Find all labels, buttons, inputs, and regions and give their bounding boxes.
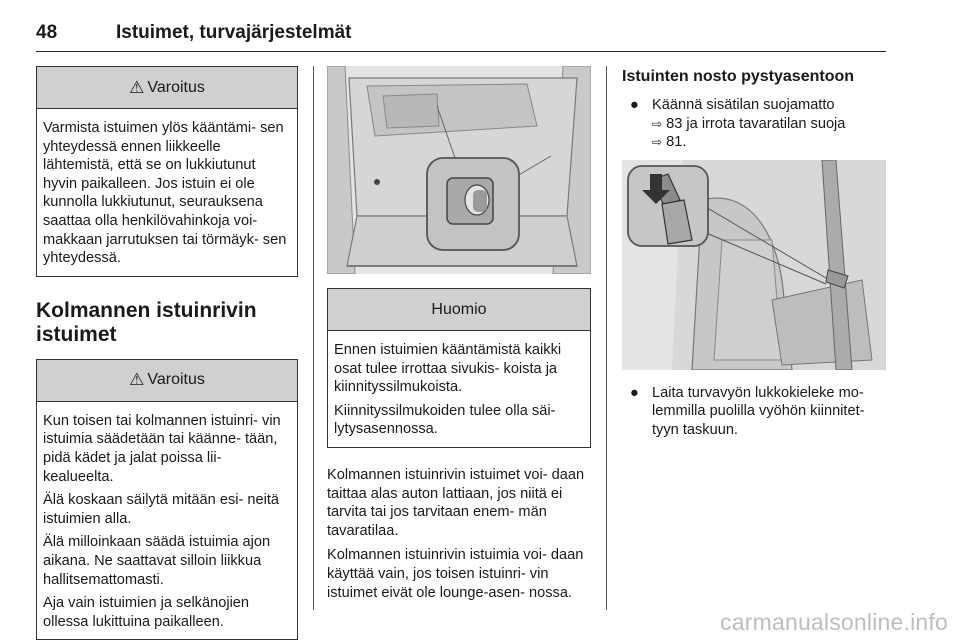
warning-box-1 <box>36 66 298 277</box>
warning-box-body <box>37 402 297 640</box>
body-paragraph: Kolmannen istuinrivin istuimet voi- daan taittaa alas auton lattiaan, jos niitä ei tarvita tai jos tarvitaan enem- män tavaratilaa. <box>327 466 585 539</box>
page-header <box>36 8 886 52</box>
warning-box-header <box>37 360 297 402</box>
bullet-dot: ● <box>630 97 639 113</box>
warning-box-header <box>37 67 297 109</box>
note-label: Huomio <box>431 300 487 318</box>
third-row-description <box>327 466 591 602</box>
section-heading-third-row: Kolmannen istuinrivin istuimet <box>36 298 257 346</box>
note-box <box>327 288 591 448</box>
note-paragraph: Kiinnityssilmukoiden tulee olla säi- lytysasennossa. <box>334 402 556 438</box>
page-reference[interactable]: 83 <box>666 115 683 132</box>
warning-triangle-icon: ⚠ <box>129 77 145 97</box>
section-heading-raise-seats: Istuinten nosto pystyasentoon <box>622 68 855 85</box>
column-right <box>622 66 886 448</box>
warning-label: Varoitus <box>147 78 205 96</box>
warning-box-body <box>37 109 297 276</box>
bullet-item-2 <box>622 384 886 440</box>
warning-box-2 <box>36 359 298 641</box>
page-reference[interactable]: 81. <box>666 134 687 151</box>
warning-paragraph: Kun toisen tai kolmannen istuinri- vin istuimia säädetään tai käänne- tään, pidä kädet ja jalat poissa lii- kealueelta. <box>43 412 281 485</box>
seatbelt-illustration <box>622 160 886 370</box>
page-reference-icon: ⇨ <box>652 135 663 150</box>
column-left <box>36 66 298 640</box>
bullet-text: ja irrota tavaratilan suoja <box>686 115 846 132</box>
note-box-body <box>328 331 590 447</box>
page-reference-icon: ⇨ <box>652 116 663 131</box>
column-middle <box>327 66 591 608</box>
warning-paragraph: Älä koskaan säilytä mitään esi- neitä istuimien alla. <box>43 492 280 527</box>
body-paragraph: Kolmannen istuinrivin istuimia voi- daan käyttää vain, jos toisen istuinri- vin istuimet eivät ole lounge-asen- nossa. <box>327 547 584 601</box>
bullet-dot: ● <box>630 384 639 401</box>
warning-triangle-icon: ⚠ <box>129 370 145 390</box>
warning-paragraph: Aja vain istuimien ja selkänojien ollessa lukittuina paikalleen. <box>43 595 250 630</box>
page-title: Istuimet, turvajärjestelmät <box>116 22 352 43</box>
warning-paragraph: Älä milloinkaan säädä istuimia ajon aikana. Ne saattavat silloin liikkua hallitsemattomasti. <box>43 534 271 588</box>
note-paragraph: Ennen istuimien kääntämistä kaikki osat tulee irrottaa sivukis- koista ja kiinnityssilmukoista. <box>334 342 562 396</box>
warning-label: Varoitus <box>147 371 205 389</box>
bullet-text: Laita turvavyön lukkokieleke mo- lemmilla puolilla vyöhön kiinnitet- tyyn taskuun. <box>652 384 865 438</box>
column-divider-1 <box>313 66 314 610</box>
warning-text: Varmista istuimen ylös kääntämi- sen yhteydessä ennen liikkeelle lähtemistä, että se on lukkiutunut hyvin paikalleen. Jos istuin ei ole kunnolla lukkiutunut, seurauksena saattaa olla henkilövahinkoja voi- makkaan jarrutuksen tai törmäyk- sen yhteydessä. <box>43 120 287 267</box>
bullet-item-1 <box>622 96 886 152</box>
cargo-area-illustration <box>327 66 591 274</box>
page-number: 48 <box>36 22 58 43</box>
watermark: carmanualsonline.info <box>720 609 948 635</box>
column-divider-2 <box>606 66 607 610</box>
note-box-header <box>328 289 590 331</box>
bullet-text: Käännä sisätilan suojamatto <box>652 97 835 113</box>
